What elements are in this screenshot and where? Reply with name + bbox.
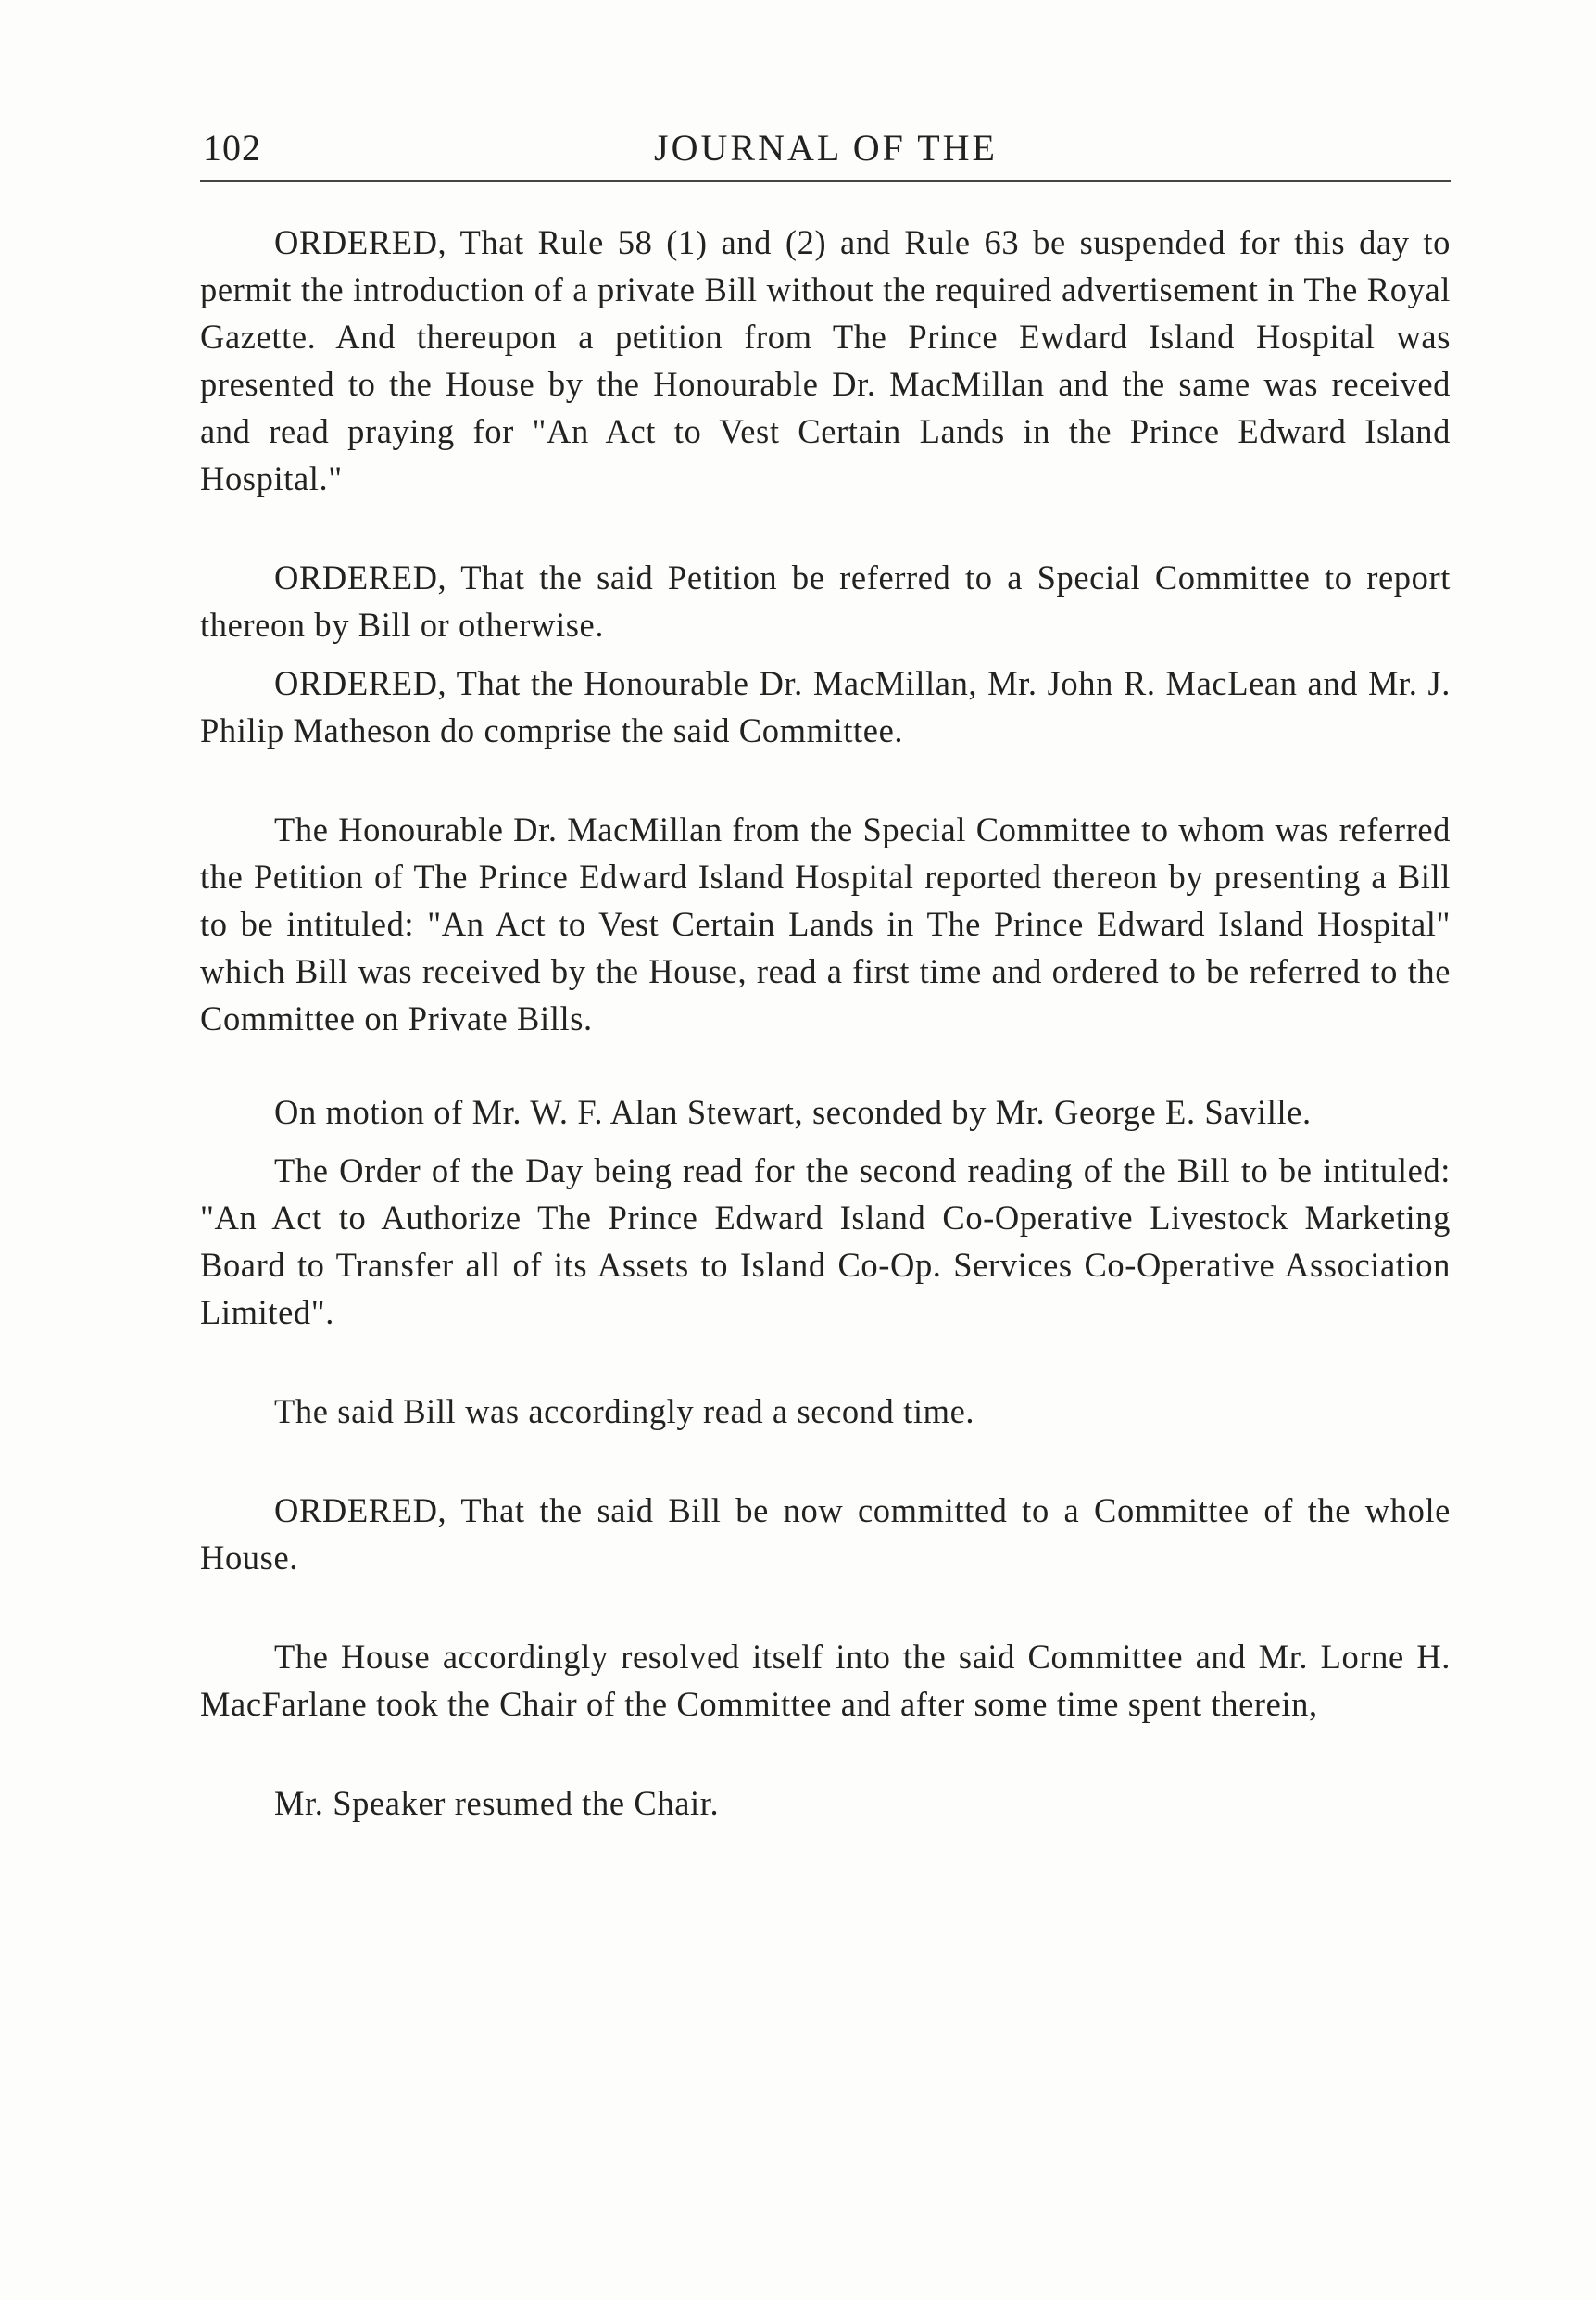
paragraph-committee-report: The Honourable Dr. MacMillan from the Special Committee to whom was referred the Petition of The Prince Edward Island Hospital reported thereon by presenting a Bill to be intituled: "An Act to Vest Certain Lands in The Prince Edward Island Hospital" which Bill was received by the House, read a first time and ordered to be referred to the Committee on Private Bills. [200,811,1451,1037]
page-number: 102 [203,127,261,169]
header-rule [200,180,1451,182]
page-header [203,119,1449,174]
paragraph-committee-of-whole: The House accordingly resolved itself into the said Committee and Mr. Lorne H. MacFarlane took the Chair of the Committee and after some time spent therein, [200,1638,1451,1723]
paragraph-committee-members: ORDERED, That the Honourable Dr. MacMillan, Mr. John R. MacLean and Mr. J. Philip Matheson do comprise the said Committee. [200,664,1451,749]
paragraph-rule-suspension: ORDERED, That Rule 58 (1) and (2) and Rule 63 be suspended for this day to permit the introduction of a private Bill without the required advertisement in The Royal Gazette. And thereupon a petition from The Prince Ewdard Island Hospital was presented to the House by the Honourable Dr. MacMillan and the same was received and read praying for "An Act to Vest Certain Lands in the Prince Edward Island Hospital." [200,223,1451,497]
paragraph-speaker-resumed: Mr. Speaker resumed the Chair. [274,1784,720,1822]
paragraph-committed: ORDERED, That the said Bill be now committed to a Committee of the whole House. [200,1491,1451,1577]
paragraph-petition-referral: ORDERED, That the said Petition be referred to a Special Committee to report thereon by Bill or otherwise. [200,559,1451,644]
paragraph-second-reading: The said Bill was accordingly read a second time. [274,1392,975,1430]
running-title: JOURNAL OF THE [654,127,998,169]
paragraph-motion: On motion of Mr. W. F. Alan Stewart, seconded by Mr. George E. Saville. [274,1093,1312,1131]
journal-body [200,219,1451,1827]
paragraph-order-of-day: The Order of the Day being read for the second reading of the Bill to be intituled: "An Act to Authorize The Prince Edward Island Co-Operative Livestock Marketing Board to Transfer all of its Assets to Island Co-Op. Services Co-Operative Association Limited". [200,1151,1451,1331]
